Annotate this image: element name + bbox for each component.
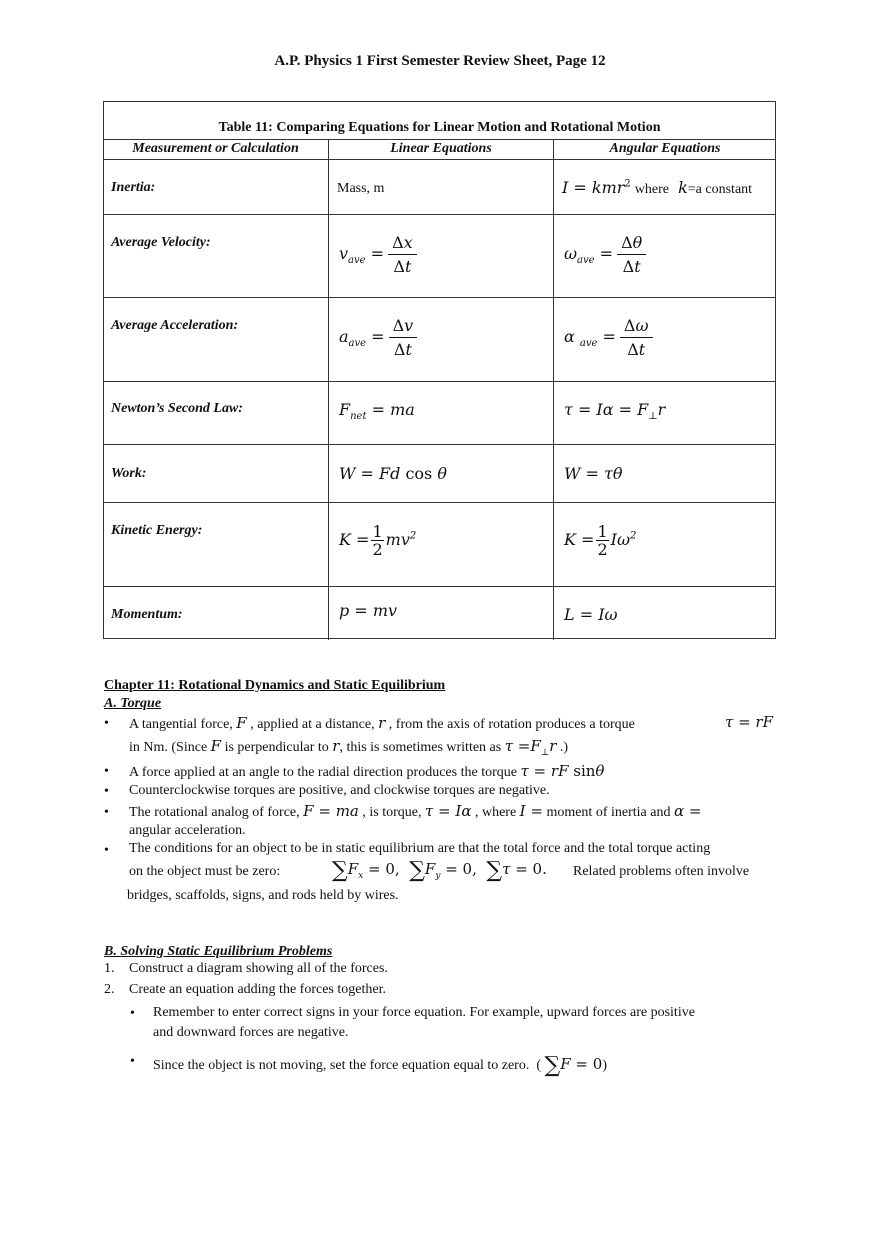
table-row xyxy=(103,214,776,297)
section-b-heading: B. Solving Static Equilibrium Problems xyxy=(104,944,333,959)
row-label: Average Acceleration: xyxy=(111,318,239,333)
angular-equation: $\tau = I\alpha = F_\perp r$ xyxy=(564,400,666,423)
row-label: Momentum: xyxy=(111,607,183,622)
angular-equation: L = Iω xyxy=(564,605,618,624)
linear-value: Mass, m xyxy=(337,181,385,196)
page-title: A.P. Physics 1 First Semester Review Sheet, Page 12 xyxy=(274,53,606,69)
torque-bullet-5-line-2a: on the object must be zero: xyxy=(129,864,281,879)
torque-bullet-4-line-2: angular acceleration. xyxy=(129,823,246,838)
table-caption: Table 11: Comparing Equations for Linear Motion and Rotational Motion xyxy=(218,120,661,135)
table-row xyxy=(103,297,776,381)
torque-bullet-5-line-3: bridges, scaffolds, signs, and rods held by wires. xyxy=(127,888,399,903)
header-angular: Angular Equations xyxy=(553,140,776,159)
table-row xyxy=(103,502,776,586)
bullet-dot: • xyxy=(130,1006,135,1021)
torque-bullet-5-line-1: The conditions for an object to be in static equilibrium are that the total force and the total torque acting xyxy=(129,841,711,856)
table-header-row xyxy=(103,139,776,159)
bullet-dot: • xyxy=(104,716,109,731)
torque-bullet-1-line-2: in Nm. (Since F is perpendicular to r, this is sometimes written as $\tau =F_\perp r$ .) xyxy=(129,737,569,758)
bullet-dot: • xyxy=(104,784,109,799)
step-2-sub-1-line-2: and downward forces are negative. xyxy=(153,1025,349,1040)
torque-bullet-4-line-1: The rotational analog of force, F = ma , is torque, τ = Iα , where I = moment of inertia and α = xyxy=(129,802,702,820)
step-2-sub-2: Since the object is not moving, set the force equation equal to zero. ( ∑F = 0) xyxy=(153,1053,607,1078)
comparison-table xyxy=(103,101,776,639)
linear-equation: K = $\frac{1}{2}$ $mv^2$ xyxy=(339,522,417,559)
table-row xyxy=(103,586,776,640)
bullet-dot: • xyxy=(104,805,109,820)
table-row xyxy=(103,159,776,214)
step-1: Construct a diagram showing all of the forces. xyxy=(129,961,388,976)
equilibrium-equations: $\sum F_x = 0$, $\sum F_y = 0$, ∑τ = 0. xyxy=(332,858,547,883)
torque-bullet-1-line-1: A tangential force, F , applied at a distance, r , from the axis of rotation produces a torque xyxy=(129,714,635,732)
linear-equation: $a_{ave}$ = $\frac{\Delta v}{\Delta t}$ xyxy=(329,298,553,359)
bullet-dot: • xyxy=(104,764,109,779)
linear-equation: p = mv xyxy=(339,601,398,620)
row-label: Newton’s Second Law: xyxy=(111,401,243,416)
bullet-dot: • xyxy=(130,1054,135,1069)
header-linear: Linear Equations xyxy=(328,140,553,159)
chapter-title: Chapter 11: Rotational Dynamics and Static Equilibrium xyxy=(104,678,446,693)
linear-equation: W = Fd cos θ xyxy=(339,464,447,483)
step-number: 2. xyxy=(104,982,115,997)
torque-bullet-5-line-2b: Related problems often involve xyxy=(573,864,750,879)
angular-equation: α $_{ave}$ = $\frac{\Delta\omega}{\Delta t}$ xyxy=(554,298,776,359)
table-row xyxy=(103,381,776,444)
row-label: Average Velocity: xyxy=(111,235,211,250)
torque-formula: τ = rF xyxy=(725,713,774,731)
linear-equation: $v_{ave}$ = $\frac{\Delta x}{\Delta t}$ xyxy=(329,215,553,276)
header-measurement: Measurement or Calculation xyxy=(132,141,299,156)
angular-equation: $\omega_{ave}$ = $\frac{\Delta\theta}{\Delta t}$ xyxy=(554,215,776,276)
row-label: Kinetic Energy: xyxy=(111,523,203,538)
step-number: 1. xyxy=(104,961,115,976)
table-row xyxy=(103,444,776,502)
step-2-sub-1-line-1: Remember to enter correct signs in your force equation. For example, upward forces are positive xyxy=(153,1005,695,1020)
angular-equation: W = τθ xyxy=(564,464,623,483)
linear-equation: $F_{net}$ = ma xyxy=(339,400,415,423)
torque-bullet-3: Counterclockwise torques are positive, and clockwise torques are negative. xyxy=(129,783,550,798)
angular-value: I = kmr$^2$ where k=a constant xyxy=(562,178,753,197)
step-2: Create an equation adding the forces together. xyxy=(129,982,386,997)
section-a-heading: A. Torque xyxy=(104,696,162,711)
row-label: Work: xyxy=(111,466,147,481)
torque-bullet-2: A force applied at an angle to the radial direction produces the torque τ = rF sinθ xyxy=(129,762,605,780)
bullet-dot: • xyxy=(104,843,109,858)
row-label: Inertia: xyxy=(111,180,156,195)
angular-equation: K = $\frac{1}{2}$ $I\omega^2$ xyxy=(564,522,637,559)
